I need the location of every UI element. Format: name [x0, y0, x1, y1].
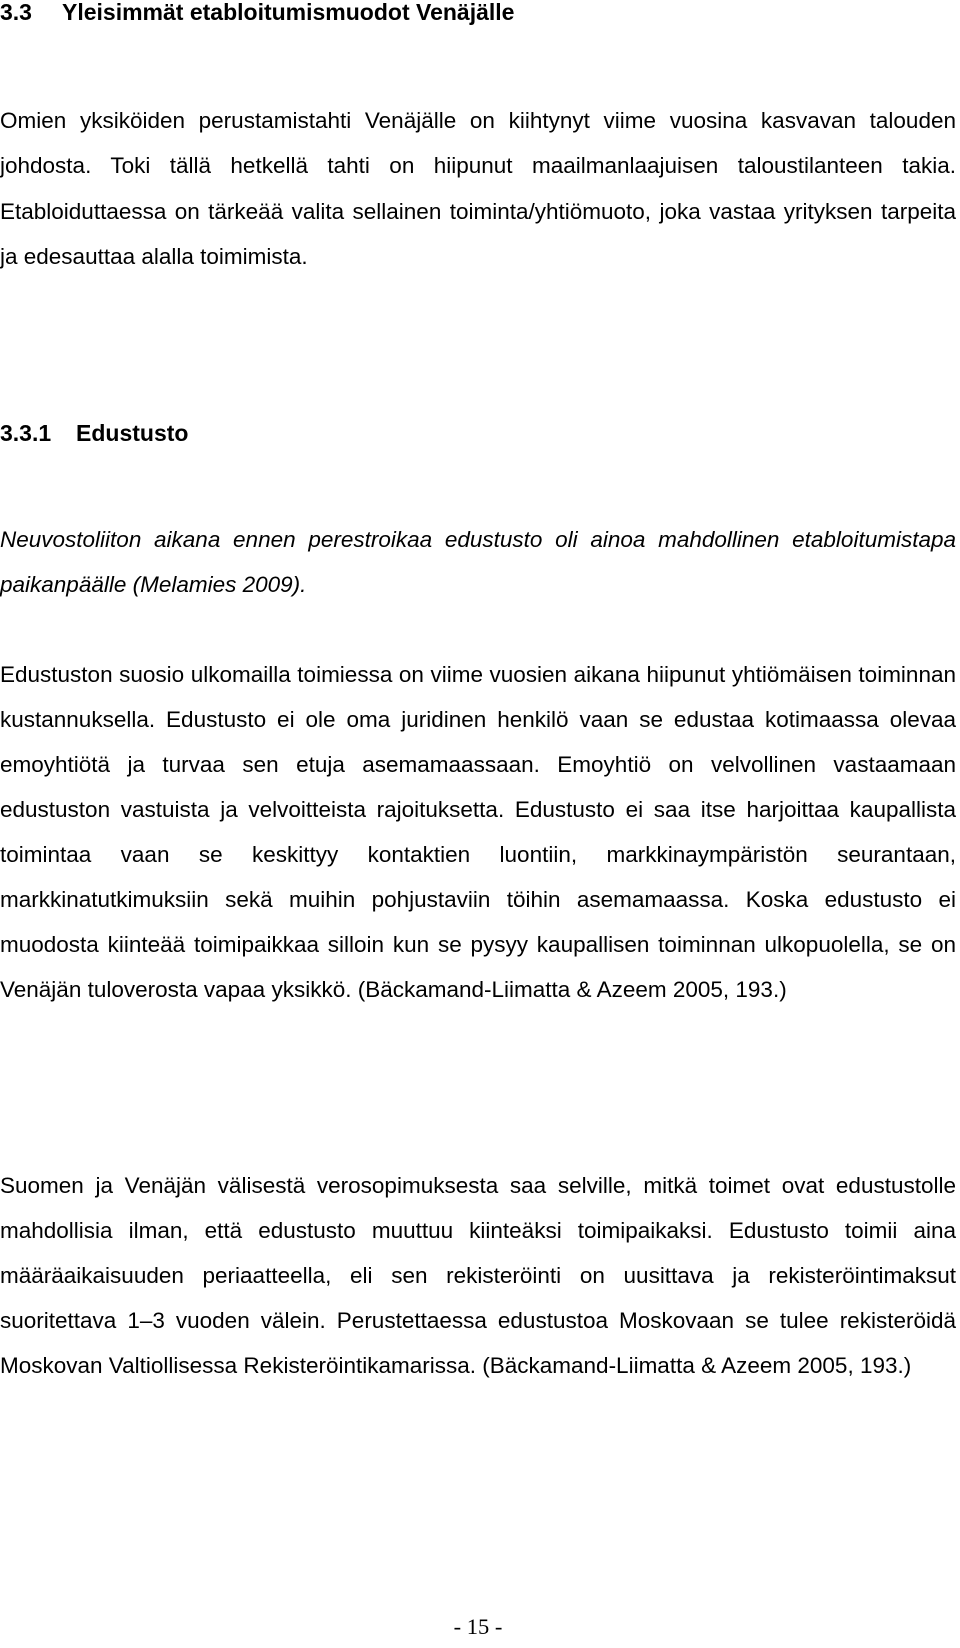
paragraph-history: Neuvostoliiton aikana ennen perestroikaa edustusto oli ainoa mahdollinen etabloitumistapa paikanpäälle (Melamies 2009).	[0, 527, 956, 597]
section-heading	[0, 0, 514, 26]
paragraph-tax-treaty: Suomen ja Venäjän välisestä verosopimuksesta saa selville, mitkä toimet ovat edustustolle mahdollisia ilman, että edustusto muuttuu kiinteäksi toimipaikaksi. Edustusto toimii aina määräaikaisuuden periaatteella, eli sen rekisteröinti on uusittava ja rekisteröintimaksut suoritettava 1–3 vuoden välein. Perustettaessa edustustoa Moskovaan se tulee rekisteröidä Moskovan Valtiollisessa Rekisteröintikamarissa. (Bäckamand-Liimatta & Azeem 2005, 193.)	[0, 1173, 956, 1378]
section-intro-paragraph: Omien yksiköiden perustamistahti Venäjälle on kiihtynyt viime vuosina kasvavan talouden johdosta. Toki tällä hetkellä tahti on hiipunut maailmanlaajuisen taloustilanteen takia. Etabloiduttaessa on tärkeää valita sellainen toiminta/yhtiömuoto, joka vastaa yrityksen tarpeita ja edesauttaa alalla toimimista.	[0, 108, 956, 270]
paragraph-representative-office: Edustuston suosio ulkomailla toimiessa on viime vuosien aikana hiipunut yhtiömäisen toiminnan kustannuksella. Edustusto ei ole oma juridinen henkilö vaan se edustaa kotimaassa olevaa emoyhtiötä ja turvaa sen etuja asemamaassaan. Emoyhtiö on velvollinen vastaamaan edustuston vastuista ja velvoitteista rajoituksetta. Edustusto ei saa itse harjoittaa kaupallista toimintaa vaan se keskittyy kontaktien luontiin, markkinaympäristön seurantaan, markkinatutkimuksiin sekä muihin pohjustaviin töihin asemamaassa. Koska edustusto ei muodosta kiinteää toimipaikkaa silloin kun se pysyy kaupallisen toiminnan ulkopuolella, se on Venäjän tuloverosta vapaa yksikkö. (Bäckamand-Liimatta & Azeem 2005, 193.)	[0, 662, 956, 1002]
section-number: 3.3	[0, 0, 32, 25]
subsection-title: Edustusto	[76, 420, 189, 446]
section-title: Yleisimmät etabloitumismuodot Venäjälle	[62, 0, 515, 25]
page-number: - 15 -	[453, 1614, 503, 1639]
subsection-heading	[0, 419, 188, 447]
subsection-number: 3.3.1	[0, 420, 52, 446]
